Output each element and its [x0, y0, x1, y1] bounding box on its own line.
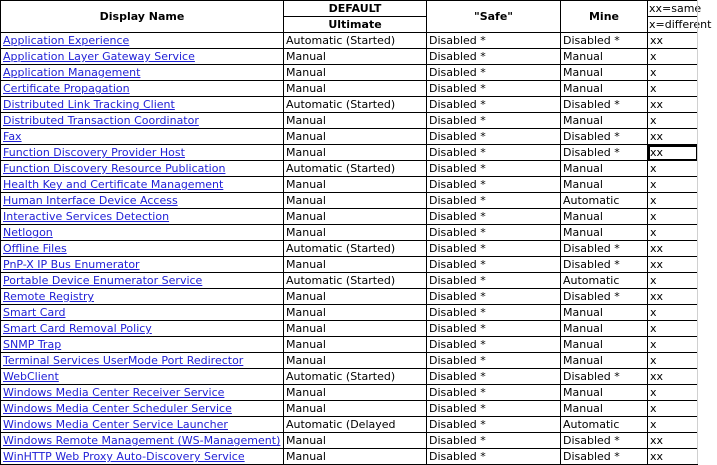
- service-name-link[interactable]: Function Discovery Resource Publication: [3, 162, 226, 175]
- table-row: [1, 97, 698, 113]
- default-startup-cell[interactable]: Automatic (Delayed: [284, 417, 427, 433]
- service-name-cell[interactable]: [1, 273, 284, 289]
- default-startup-cell[interactable]: Manual: [284, 353, 427, 369]
- service-name-link[interactable]: WebClient: [3, 370, 59, 383]
- safe-startup-cell[interactable]: Disabled *: [427, 225, 561, 241]
- service-name-cell[interactable]: [1, 193, 284, 209]
- service-name-cell[interactable]: [1, 209, 284, 225]
- mine-startup-cell[interactable]: Manual: [561, 177, 648, 193]
- table-row: [1, 145, 698, 161]
- safe-startup-cell[interactable]: Disabled *: [427, 433, 561, 449]
- service-name-cell[interactable]: [1, 353, 284, 369]
- safe-startup-cell[interactable]: Disabled *: [427, 449, 561, 465]
- comparison-cell[interactable]: xx: [648, 241, 698, 257]
- service-name-cell[interactable]: [1, 97, 284, 113]
- default-startup-cell[interactable]: Manual: [284, 449, 427, 465]
- mine-startup-cell[interactable]: Manual: [561, 209, 648, 225]
- default-startup-cell[interactable]: Manual: [284, 65, 427, 81]
- safe-startup-cell[interactable]: Disabled *: [427, 65, 561, 81]
- service-name-cell[interactable]: [1, 257, 284, 273]
- safe-startup-cell[interactable]: Disabled *: [427, 49, 561, 65]
- service-name-link[interactable]: Windows Remote Management (WS-Management): [3, 434, 281, 447]
- safe-startup-cell[interactable]: Disabled *: [427, 161, 561, 177]
- service-name-cell[interactable]: [1, 385, 284, 401]
- service-name-cell[interactable]: [1, 321, 284, 337]
- table-row: [1, 129, 698, 145]
- comparison-cell[interactable]: xx: [648, 257, 698, 273]
- service-name-link[interactable]: Offline Files: [3, 242, 67, 255]
- default-startup-cell[interactable]: Manual: [284, 401, 427, 417]
- comparison-cell[interactable]: x: [648, 113, 698, 129]
- mine-startup-cell[interactable]: Disabled *: [561, 257, 648, 273]
- service-name-link[interactable]: Certificate Propagation: [3, 82, 130, 95]
- table-row: [1, 417, 698, 433]
- default-startup-cell[interactable]: Manual: [284, 49, 427, 65]
- table-row: [1, 65, 698, 81]
- comparison-cell[interactable]: x: [648, 225, 698, 241]
- header-display-name[interactable]: Display Name: [1, 1, 284, 33]
- safe-startup-cell[interactable]: Disabled *: [427, 417, 561, 433]
- comparison-cell[interactable]: x: [648, 353, 698, 369]
- table-row: [1, 289, 698, 305]
- service-name-cell[interactable]: [1, 81, 284, 97]
- default-startup-cell[interactable]: Manual: [284, 225, 427, 241]
- mine-startup-cell[interactable]: Disabled *: [561, 97, 648, 113]
- safe-startup-cell[interactable]: Disabled *: [427, 353, 561, 369]
- table-row: [1, 49, 698, 65]
- table-row: [1, 193, 698, 209]
- header-safe[interactable]: "Safe": [427, 1, 561, 33]
- comparison-cell[interactable]: xx: [648, 433, 698, 449]
- table-row: [1, 337, 698, 353]
- comparison-cell[interactable]: xx: [648, 33, 698, 49]
- comparison-cell[interactable]: x: [648, 193, 698, 209]
- comparison-cell[interactable]: x: [648, 65, 698, 81]
- mine-startup-cell[interactable]: Manual: [561, 49, 648, 65]
- mine-startup-cell[interactable]: Manual: [561, 81, 648, 97]
- mine-startup-cell[interactable]: Manual: [561, 353, 648, 369]
- safe-startup-cell[interactable]: Disabled *: [427, 369, 561, 385]
- legend-same[interactable]: xx=same: [649, 2, 702, 15]
- table-row: [1, 449, 698, 465]
- service-name-cell[interactable]: [1, 113, 284, 129]
- mine-startup-cell[interactable]: Manual: [561, 225, 648, 241]
- mine-startup-cell[interactable]: Manual: [561, 321, 648, 337]
- header-default-line2[interactable]: Ultimate: [284, 17, 427, 33]
- service-name-link[interactable]: Application Management: [3, 66, 141, 79]
- safe-startup-cell[interactable]: Disabled *: [427, 257, 561, 273]
- service-name-link[interactable]: Application Experience: [3, 34, 130, 47]
- table-row: [1, 209, 698, 225]
- default-startup-cell[interactable]: Manual: [284, 113, 427, 129]
- default-startup-cell[interactable]: Automatic (Started): [284, 241, 427, 257]
- service-name-cell[interactable]: [1, 289, 284, 305]
- service-name-link[interactable]: Health Key and Certificate Management: [3, 178, 224, 191]
- default-startup-cell[interactable]: Manual: [284, 433, 427, 449]
- service-name-cell[interactable]: [1, 177, 284, 193]
- table-row: [1, 273, 698, 289]
- comparison-cell[interactable]: x: [648, 401, 698, 417]
- default-startup-cell[interactable]: Manual: [284, 129, 427, 145]
- mine-startup-cell[interactable]: Disabled *: [561, 241, 648, 257]
- safe-startup-cell[interactable]: Disabled *: [427, 33, 561, 49]
- service-name-link[interactable]: Distributed Link Tracking Client: [3, 98, 175, 111]
- safe-startup-cell[interactable]: Disabled *: [427, 241, 561, 257]
- table-row: [1, 33, 698, 49]
- table-row: [1, 177, 698, 193]
- comparison-cell[interactable]: x: [648, 209, 698, 225]
- mine-startup-cell[interactable]: Automatic: [561, 417, 648, 433]
- safe-startup-cell[interactable]: Disabled *: [427, 113, 561, 129]
- service-name-cell[interactable]: [1, 49, 284, 65]
- comparison-cell[interactable]: x: [648, 385, 698, 401]
- mine-startup-cell[interactable]: Manual: [561, 113, 648, 129]
- mine-startup-cell[interactable]: Disabled *: [561, 145, 648, 161]
- comparison-cell[interactable]: xx: [648, 289, 698, 305]
- comparison-cell[interactable]: x: [648, 49, 698, 65]
- safe-startup-cell[interactable]: Disabled *: [427, 337, 561, 353]
- default-startup-cell[interactable]: Manual: [284, 257, 427, 273]
- table-row: [1, 113, 698, 129]
- table-body: [1, 33, 698, 465]
- service-name-cell[interactable]: [1, 337, 284, 353]
- service-name-link[interactable]: Windows Media Center Scheduler Service: [3, 402, 232, 415]
- comparison-cell[interactable]: xx: [648, 145, 698, 161]
- safe-startup-cell[interactable]: Disabled *: [427, 401, 561, 417]
- mine-startup-cell[interactable]: Disabled *: [561, 289, 648, 305]
- table-row: [1, 321, 698, 337]
- service-name-link[interactable]: WinHTTP Web Proxy Auto-Discovery Service: [3, 450, 245, 463]
- next-column-area[interactable]: [697, 0, 717, 464]
- mine-startup-cell[interactable]: Manual: [561, 305, 648, 321]
- safe-startup-cell[interactable]: Disabled *: [427, 193, 561, 209]
- default-startup-cell[interactable]: Manual: [284, 145, 427, 161]
- safe-startup-cell[interactable]: Disabled *: [427, 97, 561, 113]
- header-default-line1[interactable]: DEFAULT: [284, 1, 427, 17]
- table-row: [1, 305, 698, 321]
- service-name-link[interactable]: Windows Media Center Service Launcher: [3, 418, 228, 431]
- mine-startup-cell[interactable]: Disabled *: [561, 433, 648, 449]
- mine-startup-cell[interactable]: Manual: [561, 161, 648, 177]
- table-row: [1, 241, 698, 257]
- default-startup-cell[interactable]: Automatic (Started): [284, 97, 427, 113]
- table-row: [1, 433, 698, 449]
- mine-startup-cell[interactable]: Disabled *: [561, 449, 648, 465]
- default-startup-cell[interactable]: Manual: [284, 337, 427, 353]
- safe-startup-cell[interactable]: Disabled *: [427, 385, 561, 401]
- service-name-link[interactable]: Netlogon: [3, 226, 53, 239]
- service-name-link[interactable]: Terminal Services UserMode Port Redirector: [3, 354, 244, 367]
- mine-startup-cell[interactable]: Automatic: [561, 193, 648, 209]
- service-name-cell[interactable]: [1, 33, 284, 49]
- default-startup-cell[interactable]: Manual: [284, 305, 427, 321]
- service-name-link[interactable]: Remote Registry: [3, 290, 94, 303]
- table-row: [1, 257, 698, 273]
- table-row: [1, 81, 698, 97]
- default-startup-cell[interactable]: Manual: [284, 209, 427, 225]
- default-startup-cell[interactable]: Manual: [284, 289, 427, 305]
- default-startup-cell[interactable]: Manual: [284, 81, 427, 97]
- comparison-cell[interactable]: x: [648, 273, 698, 289]
- safe-startup-cell[interactable]: Disabled *: [427, 273, 561, 289]
- service-name-link[interactable]: Fax: [3, 130, 22, 143]
- comparison-cell[interactable]: x: [648, 321, 698, 337]
- default-startup-cell[interactable]: Automatic (Started): [284, 369, 427, 385]
- comparison-cell[interactable]: x: [648, 81, 698, 97]
- service-name-cell[interactable]: [1, 65, 284, 81]
- comparison-cell[interactable]: x: [648, 417, 698, 433]
- service-name-link[interactable]: Human Interface Device Access: [3, 194, 178, 207]
- mine-startup-cell[interactable]: Manual: [561, 337, 648, 353]
- safe-startup-cell[interactable]: Disabled *: [427, 145, 561, 161]
- service-name-link[interactable]: Interactive Services Detection: [3, 210, 170, 223]
- comparison-cell[interactable]: xx: [648, 449, 698, 465]
- service-name-cell[interactable]: [1, 433, 284, 449]
- service-name-link[interactable]: PnP-X IP Bus Enumerator: [3, 258, 140, 271]
- service-name-cell[interactable]: [1, 369, 284, 385]
- table-row: [1, 161, 698, 177]
- service-name-cell[interactable]: [1, 305, 284, 321]
- service-name-link[interactable]: Application Layer Gateway Service: [3, 50, 195, 63]
- safe-startup-cell[interactable]: Disabled *: [427, 305, 561, 321]
- service-name-cell[interactable]: [1, 449, 284, 465]
- mine-startup-cell[interactable]: Manual: [561, 401, 648, 417]
- service-name-cell[interactable]: [1, 225, 284, 241]
- service-name-cell[interactable]: [1, 145, 284, 161]
- table-row: [1, 225, 698, 241]
- mine-startup-cell[interactable]: Automatic: [561, 273, 648, 289]
- service-name-cell[interactable]: [1, 129, 284, 145]
- header-mine[interactable]: Mine: [561, 1, 648, 33]
- service-name-link[interactable]: Smart Card: [3, 306, 66, 319]
- service-name-link[interactable]: Portable Device Enumerator Service: [3, 274, 203, 287]
- service-name-link[interactable]: Function Discovery Provider Host: [3, 146, 185, 159]
- comparison-cell[interactable]: xx: [648, 129, 698, 145]
- mine-startup-cell[interactable]: Disabled *: [561, 129, 648, 145]
- service-name-cell[interactable]: [1, 241, 284, 257]
- safe-startup-cell[interactable]: Disabled *: [427, 289, 561, 305]
- safe-startup-cell[interactable]: Disabled *: [427, 209, 561, 225]
- comparison-cell[interactable]: x: [648, 337, 698, 353]
- mine-startup-cell[interactable]: Manual: [561, 385, 648, 401]
- service-name-cell[interactable]: [1, 417, 284, 433]
- comparison-cell[interactable]: x: [648, 161, 698, 177]
- service-name-link[interactable]: Distributed Transaction Coordinator: [3, 114, 199, 127]
- default-startup-cell[interactable]: Manual: [284, 385, 427, 401]
- comparison-cell[interactable]: xx: [648, 369, 698, 385]
- table-row: [1, 385, 698, 401]
- table-row: [1, 353, 698, 369]
- safe-startup-cell[interactable]: Disabled *: [427, 321, 561, 337]
- comparison-cell[interactable]: xx: [648, 97, 698, 113]
- table-row: [1, 369, 698, 385]
- default-startup-cell[interactable]: Automatic (Started): [284, 273, 427, 289]
- legend-different[interactable]: x=different: [649, 18, 712, 31]
- service-name-cell[interactable]: [1, 161, 284, 177]
- mine-startup-cell[interactable]: Disabled *: [561, 33, 648, 49]
- default-startup-cell[interactable]: Automatic (Started): [284, 33, 427, 49]
- mine-startup-cell[interactable]: Manual: [561, 65, 648, 81]
- table-row: [1, 401, 698, 417]
- comparison-cell[interactable]: x: [648, 305, 698, 321]
- default-startup-cell[interactable]: Manual: [284, 177, 427, 193]
- service-name-cell[interactable]: [1, 401, 284, 417]
- safe-startup-cell[interactable]: Disabled *: [427, 177, 561, 193]
- service-name-link[interactable]: Windows Media Center Receiver Service: [3, 386, 225, 399]
- comparison-cell[interactable]: x: [648, 177, 698, 193]
- safe-startup-cell[interactable]: Disabled *: [427, 81, 561, 97]
- default-startup-cell[interactable]: Manual: [284, 321, 427, 337]
- service-name-link[interactable]: SNMP Trap: [3, 338, 62, 351]
- default-startup-cell[interactable]: Automatic (Started): [284, 161, 427, 177]
- mine-startup-cell[interactable]: Disabled *: [561, 369, 648, 385]
- safe-startup-cell[interactable]: Disabled *: [427, 129, 561, 145]
- default-startup-cell[interactable]: Manual: [284, 193, 427, 209]
- service-name-link[interactable]: Smart Card Removal Policy: [3, 322, 152, 335]
